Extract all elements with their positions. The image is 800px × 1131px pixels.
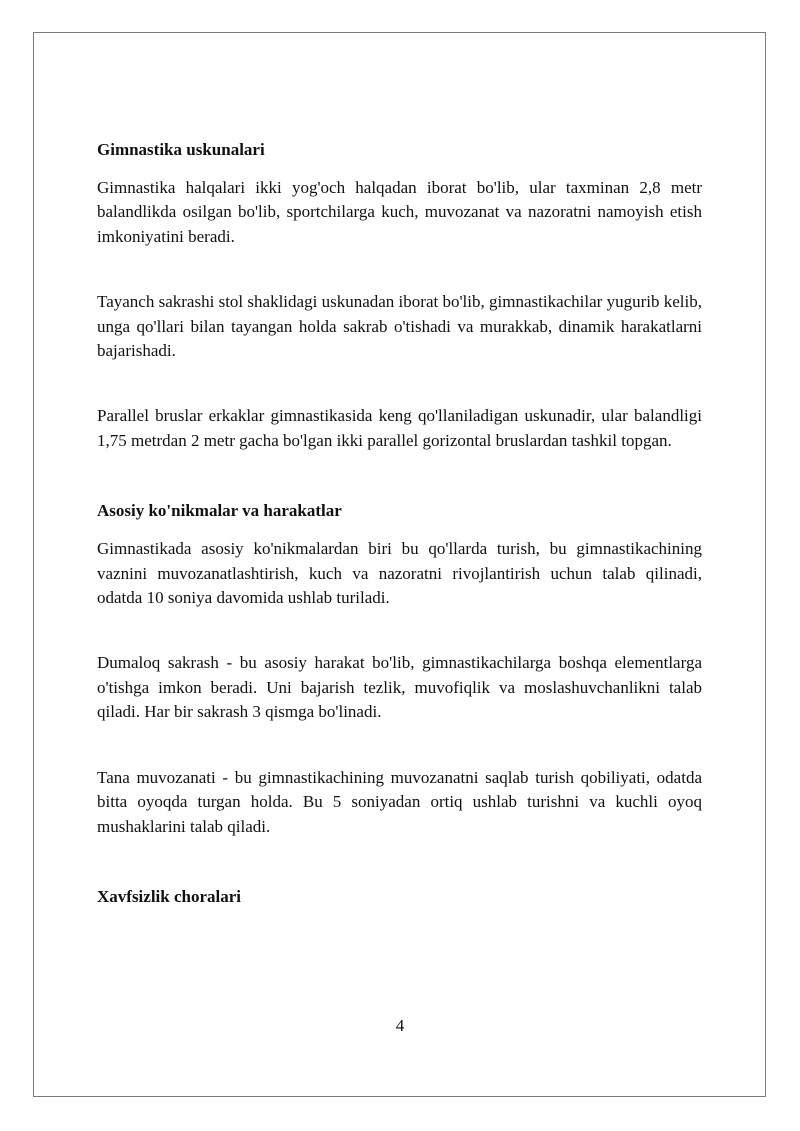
- section-heading-skills: Asosiy ko'nikmalar va harakatlar: [97, 501, 342, 521]
- section-heading-equipment: Gimnastika uskunalari: [97, 140, 265, 159]
- section-heading-safety: Xavfsizlik choralari: [97, 886, 242, 906]
- document-body: [97, 138, 702, 923]
- paragraph-rings: Gimnastika halqalari ikki yog'och halqadan iborat bo'lib, ular taxminan 2,8 metr balandlikda osilgan bo'lib, sportchilarga kuch, muvozanat va nazoratni namoyish etish imkoniyatini beradi.: [97, 178, 702, 246]
- page-number: 4: [395, 1016, 405, 1035]
- paragraph-round-jump: Dumaloq sakrash - bu asosiy harakat bo'lib, gimnastikachilarga boshqa elementlarga o'tishga imkon beradi. Uni bajarish tezlik, muvofiqlik va moslashuvchanlikni talab qiladi. Har bir sakrash 3 qismga bo'linadi.: [97, 653, 702, 722]
- paragraph-body-balance: Tana muvozanati - bu gimnastikachining muvozanatni saqlab turish qobiliyati, odatda bitta oyoqda turgan holda. Bu 5 soniyadan ortiq ushlab turishni va kuchli oyoq mushaklarini talab qiladi.: [97, 767, 702, 836]
- paragraph-vault: Tayanch sakrashi stol shaklidagi uskunadan iborat bo'lib, gimnastikachilar yugurib kelib, unga qo'llari bilan tayangan holda sakrab o'tishadi va murakkab, dinamik harakatlarni bajarishadi.: [97, 292, 702, 361]
- paragraph-parallel-bars: Parallel bruslar erkaklar gimnastikasida keng qo'llaniladigan uskunadir, ular balandligi 1,75 metrdan 2 metr gacha bo'lgan ikki parallel gorizontal bruslardan tashkil topgan.: [97, 406, 702, 450]
- paragraph-handstand: Gimnastikada asosiy ko'nikmalardan biri bu qo'llarda turish, bu gimnastikachining vaznini muvozanatlashtirish, kuch va nazoratni rivojlantirish uchun talab qilinadi, odatda 10 soniya davomida ushlab turiladi.: [97, 539, 702, 608]
